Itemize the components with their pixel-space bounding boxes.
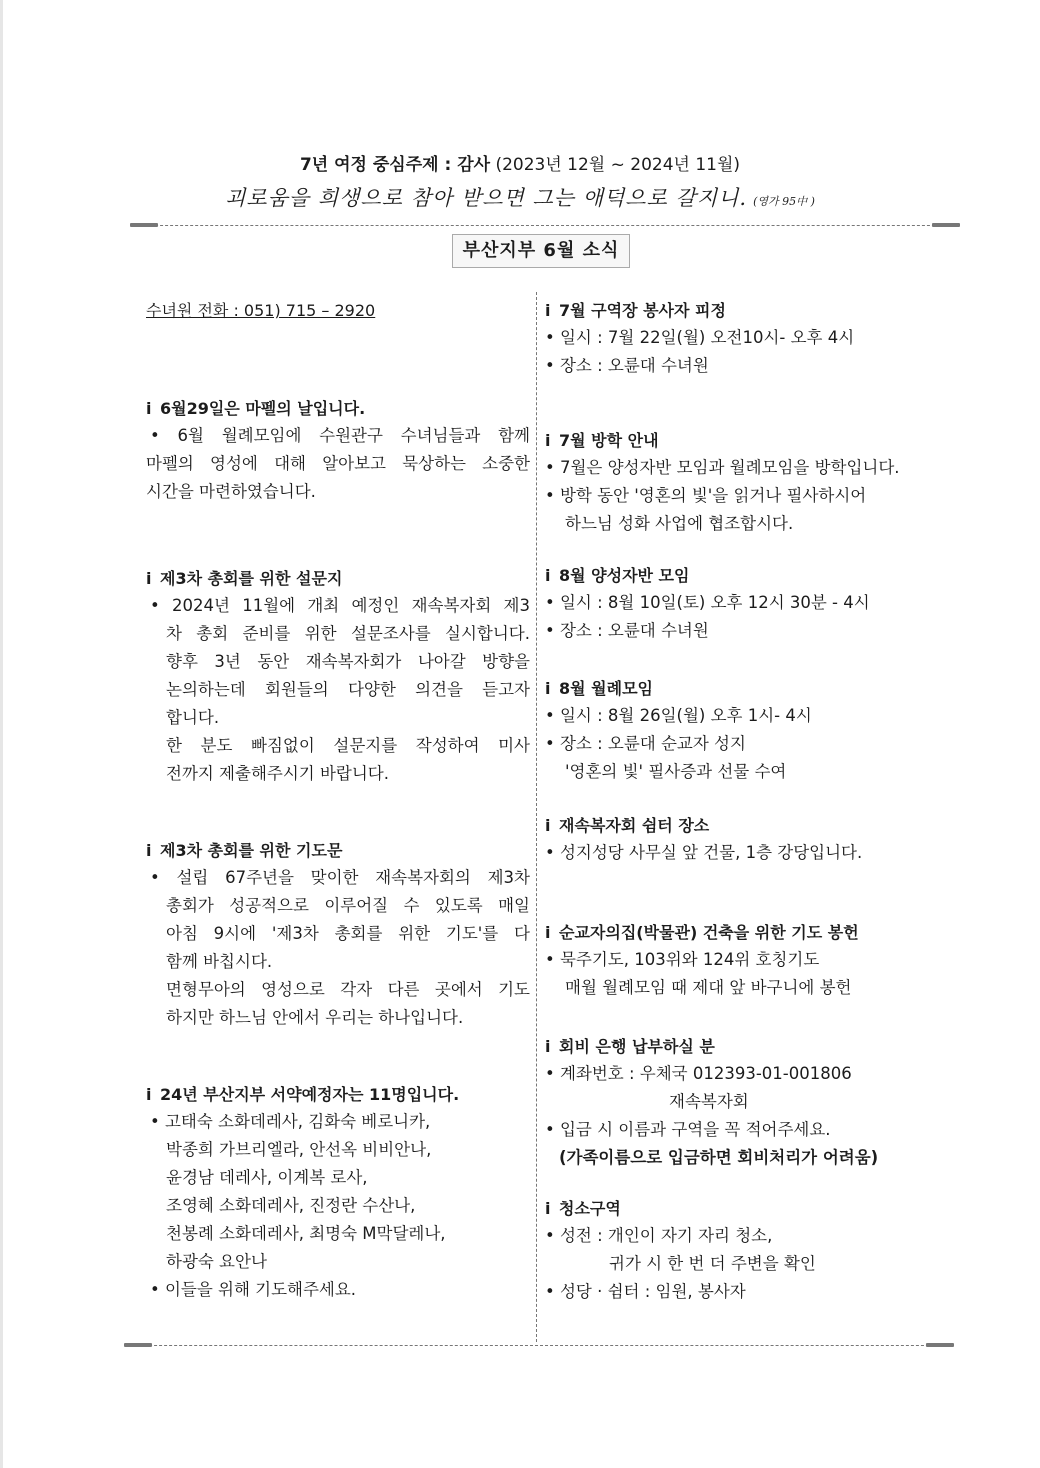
bullet-icon: ⅰ: [146, 569, 152, 588]
section-line: 한 분도 빠짐없이 설문지를 작성하여 미사: [166, 736, 530, 755]
bullet-icon: ⅰ: [545, 923, 551, 942]
section-line: 조영혜 소화데레사, 진정란 수산나,: [166, 1196, 416, 1215]
left-section: [146, 396, 530, 506]
section-line: 박종희 가브리엘라, 안선옥 비비안나,: [166, 1140, 432, 1159]
section-line: • 6월 월례모임에 수원관구 수녀님들과 함께: [150, 426, 530, 445]
section-line: • 설립 67주년을 맞이한 재속복자회의 제3차: [150, 868, 530, 887]
theme-line: [0, 150, 1040, 175]
section-line: • 고태숙 소화데레사, 김화숙 베로니카,: [150, 1112, 431, 1131]
section-line: 천봉례 소화데레사, 최명숙 M막달레나,: [166, 1224, 446, 1243]
left-section: [146, 1082, 530, 1304]
section-line: 귀가 시 한 번 더 주변을 확인: [609, 1254, 816, 1273]
section-line: 향후 3년 동안 재속복자회가 나아갈 방향을: [166, 652, 530, 671]
section-line: 논의하는데 회원들의 다양한 의견을 듣고자: [166, 680, 530, 699]
section-line: • 장소 : 오륜대 수녀원: [545, 621, 709, 640]
bullet-icon: ⅰ: [545, 816, 551, 835]
bullet-icon: ⅰ: [545, 1199, 551, 1218]
bullet-icon: ⅰ: [545, 301, 551, 320]
section-line: 재속복자회: [669, 1092, 749, 1111]
right-section: [545, 563, 965, 645]
section-heading: ⅰ 7월 방학 안내: [545, 428, 965, 454]
section-line: 차 총회 준비를 위한 설문조사를 실시합니다.: [166, 624, 530, 643]
section-line: 하지만 하느님 안에서 우리는 하나입니다.: [166, 1008, 464, 1027]
section-heading: ⅰ 8월 양성자반 모임: [545, 563, 965, 589]
section-line: 시간을 마련하였습니다.: [146, 482, 316, 501]
section-line: • 장소 : 오륜대 순교자 성지: [545, 734, 746, 753]
bullet-icon: ⅰ: [545, 1037, 551, 1056]
section-line: • 일시 : 8월 26일(월) 오후 1시- 4시: [545, 706, 812, 725]
section-line: • 일시 : 7월 22일(월) 오전10시- 오후 4시: [545, 328, 855, 347]
section-line: • 입금 시 이름과 구역을 꼭 적어주세요.: [545, 1120, 831, 1139]
section-line: • 방학 동안 '영혼의 빛'을 읽거나 필사하시어: [545, 486, 867, 505]
right-section: [545, 428, 965, 538]
section-line: 윤경남 데레사, 이계복 로사,: [166, 1168, 368, 1187]
section-line: • 7월은 양성자반 모임과 월례모임을 방학입니다.: [545, 458, 900, 477]
section-line: '영혼의 빛' 필사증과 선물 수여: [565, 762, 787, 781]
section-line: • 성전 : 개인이 자기 자리 청소,: [545, 1226, 773, 1245]
section-heading: ⅰ 제3차 총회를 위한 기도문: [146, 838, 530, 864]
page-edge: [0, 0, 3, 1468]
bullet-icon: ⅰ: [545, 679, 551, 698]
right-section: [545, 1196, 965, 1306]
section-heading: ⅰ 순교자의집(박물관) 건축을 위한 기도 봉헌: [545, 920, 965, 946]
section-line: 총회가 성공적으로 이루어질 수 있도록 매일: [166, 896, 530, 915]
section-line: • 계좌번호 : 우체국 012393-01-001806: [545, 1064, 852, 1083]
bottom-divider-cap-right: [926, 1343, 954, 1347]
section-line: • 장소 : 오륜대 수녀원: [545, 356, 709, 375]
theme-label: 7년 여정 중심주제 : 감사: [299, 155, 491, 175]
section-heading: ⅰ 제3차 총회를 위한 설문지: [146, 566, 530, 592]
bullet-icon: ⅰ: [146, 841, 152, 860]
section-heading: ⅰ 회비 은행 납부하실 분: [545, 1034, 965, 1060]
section-line: 하광숙 요안나: [166, 1252, 267, 1271]
section-line: 전까지 제출해주시기 바랍니다.: [166, 764, 389, 783]
section-heading: ⅰ 재속복자회 쉼터 장소: [545, 813, 965, 839]
motto-line: [0, 182, 1040, 212]
section-line: 아침 9시에 '제3차 총회를 위한 기도'를 다: [166, 924, 530, 943]
right-section: [545, 676, 965, 786]
section-line: 면형무아의 영성으로 각자 다른 곳에서 기도: [166, 980, 530, 999]
section-heading: ⅰ 24년 부산지부 서약예정자는 11명입니다.: [146, 1082, 530, 1108]
top-divider: [130, 225, 960, 226]
bottom-divider-cap-left: [124, 1343, 152, 1347]
section-line: 하느님 성화 사업에 협조합시다.: [565, 514, 794, 533]
right-section: [545, 298, 965, 380]
top-divider-cap-right: [932, 223, 960, 227]
right-section: [545, 1034, 965, 1172]
section-line: (가족이름으로 입금하면 회비처리가 어려움): [559, 1148, 879, 1167]
top-divider-cap-left: [130, 223, 158, 227]
convent-phone: 수녀원 전화 : 051) 715 – 2920: [146, 301, 376, 320]
section-line: • 묵주기도, 103위와 124위 호칭기도: [545, 950, 820, 969]
phone-block: [146, 298, 530, 321]
section-line: 마펠의 영성에 대해 알아보고 묵상하는 소중한: [146, 454, 530, 473]
right-section: [545, 920, 965, 1002]
bottom-divider: [124, 1345, 954, 1346]
section-line: 매월 월례모임 때 제대 앞 바구니에 봉헌: [565, 978, 852, 997]
bullet-icon: ⅰ: [146, 1085, 152, 1104]
bullet-icon: ⅰ: [146, 399, 152, 418]
bullet-icon: ⅰ: [545, 566, 551, 585]
section-line: • 성당 · 쉼터 : 임원, 봉사자: [545, 1282, 746, 1301]
section-line: • 일시 : 8월 10일(토) 오후 12시 30분 - 4시: [545, 593, 870, 612]
section-line: • 이들을 위해 기도해주세요.: [150, 1280, 357, 1299]
right-section: [545, 813, 965, 867]
theme-period: (2023년 12월 ~ 2024년 11월): [495, 155, 741, 175]
left-section: [146, 838, 530, 1032]
section-heading: ⅰ 청소구역: [545, 1196, 965, 1222]
section-heading: ⅰ 6월29일은 마펠의 날입니다.: [146, 396, 530, 422]
section-line: • 성지성당 사무실 앞 건물, 1층 강당입니다.: [545, 843, 863, 862]
section-line: • 2024년 11월에 개최 예정인 재속복자회 제3: [150, 596, 530, 615]
section-heading: ⅰ 7월 구역장 봉사자 피정: [545, 298, 965, 324]
bullet-icon: ⅰ: [545, 431, 551, 450]
section-line: 함께 바칩시다.: [166, 952, 273, 971]
section-heading: ⅰ 8월 월례모임: [545, 676, 965, 702]
left-section: [146, 566, 530, 788]
section-line: 합니다.: [166, 708, 220, 727]
page-title: 부산지부 6월 소식: [452, 234, 630, 268]
column-divider: [536, 292, 537, 1342]
motto-text: 괴로움을 희생으로 참아 받으면 그는 애덕으로 갈지니.: [225, 186, 748, 210]
motto-source: (영가 95中 ): [753, 195, 815, 208]
